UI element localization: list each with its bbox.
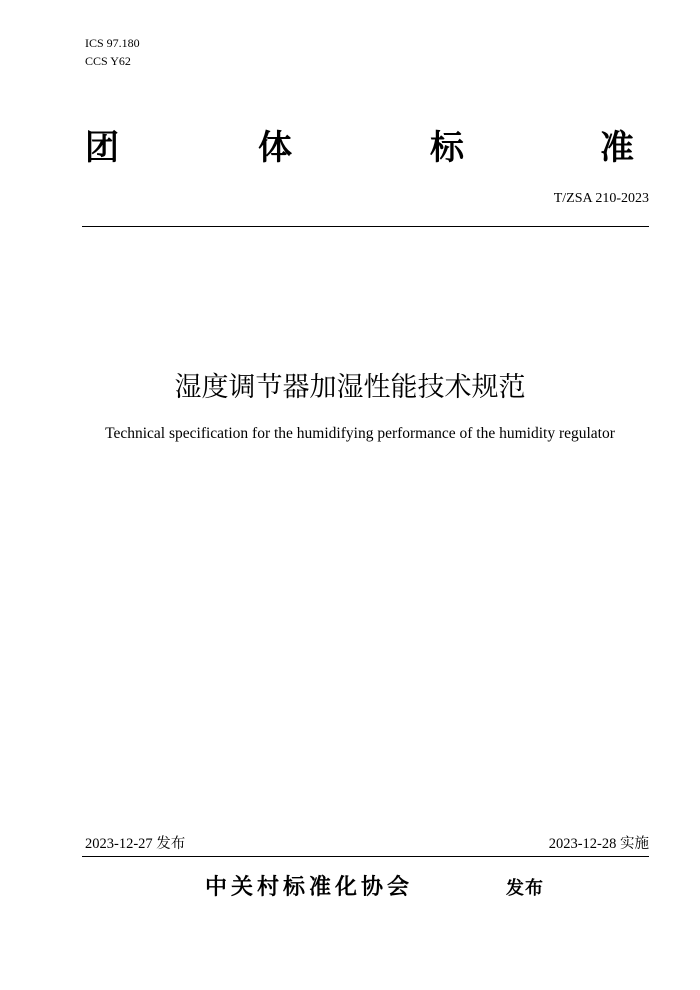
chinese-title: 湿度调节器加湿性能技术规范 <box>174 372 526 403</box>
standard-number: T/ZSA 210-2023 <box>553 191 649 206</box>
standard-type-char: 准 <box>600 128 634 168</box>
standard-type-char: 体 <box>258 128 292 168</box>
standard-type-char: 团 <box>85 128 119 168</box>
implementation-date: 2023-12-28 实施 <box>548 836 649 852</box>
ccs-code: CCS Y62 <box>85 54 131 68</box>
english-title: Technical specification for the humidifying performance of the humidity regulator <box>105 425 615 442</box>
header-divider <box>82 226 649 227</box>
ics-code: ICS 97.180 <box>85 36 140 50</box>
publisher-name: 中关村标准化协会 <box>205 875 414 900</box>
issue-date: 2023-12-27 发布 <box>85 836 186 852</box>
footer-divider <box>82 856 649 857</box>
standard-type-char: 标 <box>430 128 464 168</box>
publish-label: 发布 <box>506 878 544 899</box>
